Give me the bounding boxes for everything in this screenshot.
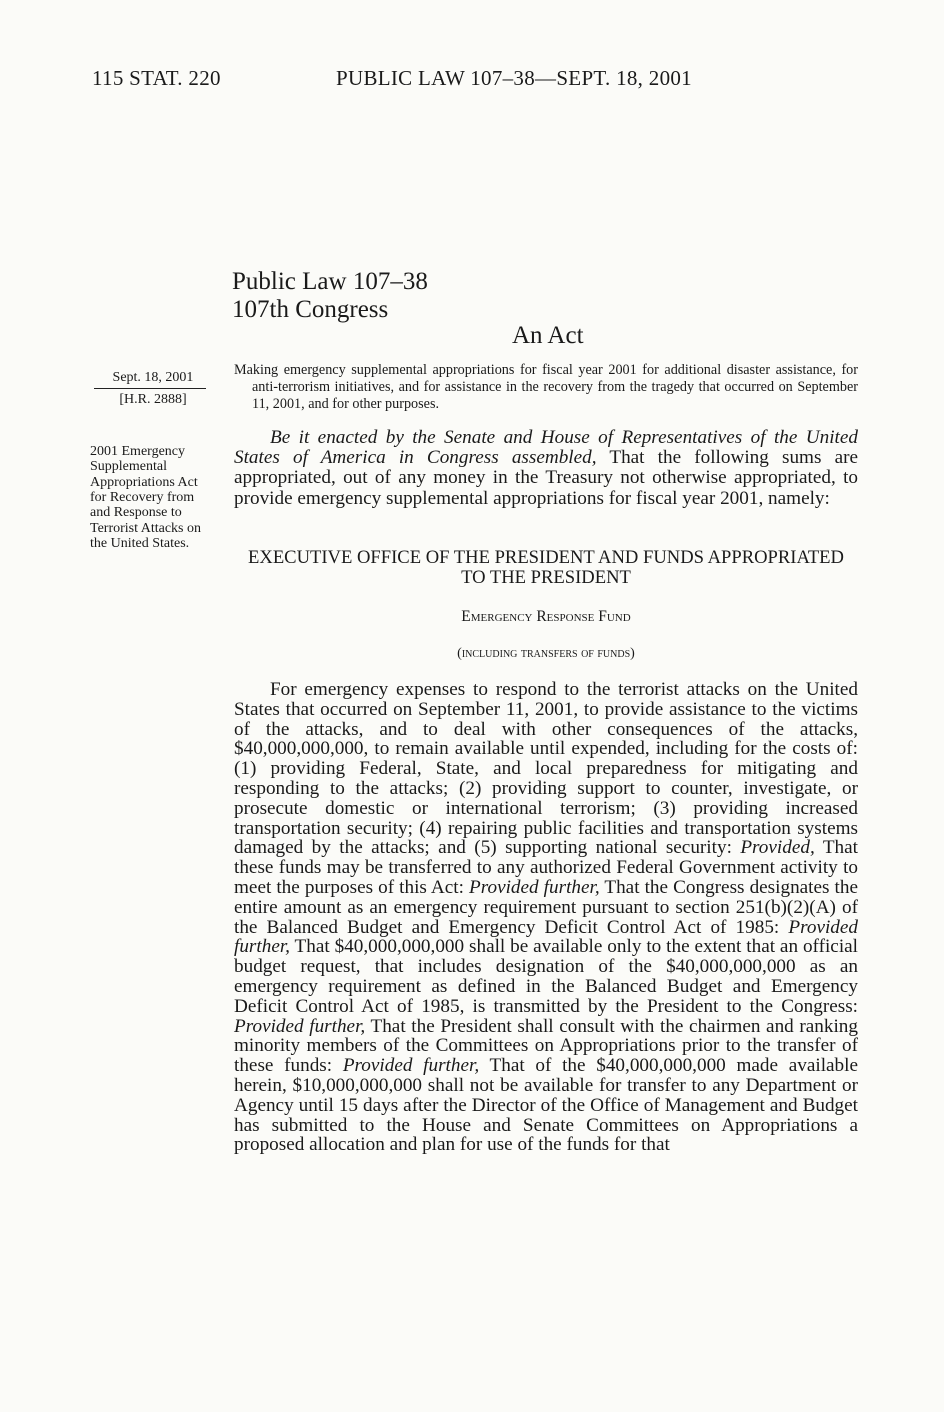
section-heading: EXECUTIVE OFFICE OF THE PRESIDENT AND FUNDS APPROPRIATED TO THE PRESIDENT <box>248 547 844 588</box>
provided-4: Provided further, <box>234 1015 366 1037</box>
law-number: Public Law 107–38 <box>232 268 428 295</box>
body-paragraph <box>234 680 858 1155</box>
margin-bill-number: [H.R. 2888] <box>119 392 187 408</box>
purpose-clause <box>234 362 858 413</box>
provided-5: Provided further, <box>342 1055 480 1077</box>
provided-2: Provided further, <box>469 876 600 898</box>
congress: 107th Congress <box>232 296 389 323</box>
margin-short-title: 2001 Emergency Supplemental Appropriations Act for Recovery from and Response to Terrorist Attacks on the United States. <box>90 443 201 552</box>
body-text-5: That the President shall consult with the chairmen and ranking minority members of the Committees on Appropriations prior to the transfer of these funds: <box>234 1015 858 1077</box>
enacting-rest: That the following sums are appropriated, out of any money in the Treasury not otherwise appropriated, to provide emergency supplemental appropriations for fiscal year 2001, namely: <box>234 447 859 509</box>
margin-date: Sept. 18, 2001 <box>112 370 194 385</box>
body-text-1: For emergency expenses to respond to the terrorist attacks on the United States that occurred on September 11, 2001, to provide assistance to the victims of the attacks, and to deal with other consequences of the attacks, $40,000,000,000, to remain available until expended, including for the costs of: (1) providing Federal, State, and local preparedness for mitigating and responding to the attacks; (2) providing support to counter, investigate, or prosecute domestic or international terrorism; (3) providing increased transportation security; (4) repairing public facilities and transportation systems damaged by the attacks; and (5) supporting national security: <box>234 679 858 859</box>
body-text-6: That of the $40,000,000,000 made available herein, $10,000,000,000 shall not be available for transfer to any Department or Agency until 15 days after the Director of the Office of Management and Budget has submitted to the House and Senate Committees on Appropriations a proposed allocation and plan for use of the funds for that <box>234 1055 858 1156</box>
body-text-2: That these funds may be transferred to any authorized Federal Government activity to meet the purposes of this Act: <box>234 837 858 898</box>
margin-notes <box>90 370 210 552</box>
provided-1: Provided, <box>740 837 815 859</box>
subsection-heading: Emergency Response Fund <box>461 608 631 625</box>
enacting-clause <box>234 428 858 509</box>
margin-rule <box>94 388 206 389</box>
stat-citation: 115 STAT. 220 <box>92 66 221 90</box>
an-act-heading: An Act <box>512 322 584 349</box>
running-head <box>92 66 692 91</box>
provided-3: Provided further, <box>234 916 858 958</box>
title-block <box>232 268 428 324</box>
law-date-header: PUBLIC LAW 107–38—SEPT. 18, 2001 <box>336 66 692 90</box>
enacting-italic: Be it enacted by the Senate and House of Representatives of the United States of America in Congress assembled, <box>234 427 858 469</box>
purpose-text: Making emergency supplemental appropriations for fiscal year 2001 for additional disaster assistance, for anti-terrorism initiatives, and for assistance in the recovery from the tragedy that occurred on September 11, 2001, and for other purposes. <box>234 362 858 412</box>
parenthetical-heading: (including transfers of funds) <box>457 646 635 661</box>
body-text-4: That $40,000,000,000 shall be available only to the extent that an official budget request, that includes designation of the $40,000,000,000 as an emergency requirement as defined in the Balanced Budget and Emergency Deficit Control Act of 1985, is transmitted by the President to the Congress: <box>234 936 858 1017</box>
body-text-3: That the Congress designates the entire amount as an emergency requirement pursuant to section 251(b)(2)(A) of the Balanced Budget and Emergency Deficit Control Act of 1985: <box>234 876 858 938</box>
